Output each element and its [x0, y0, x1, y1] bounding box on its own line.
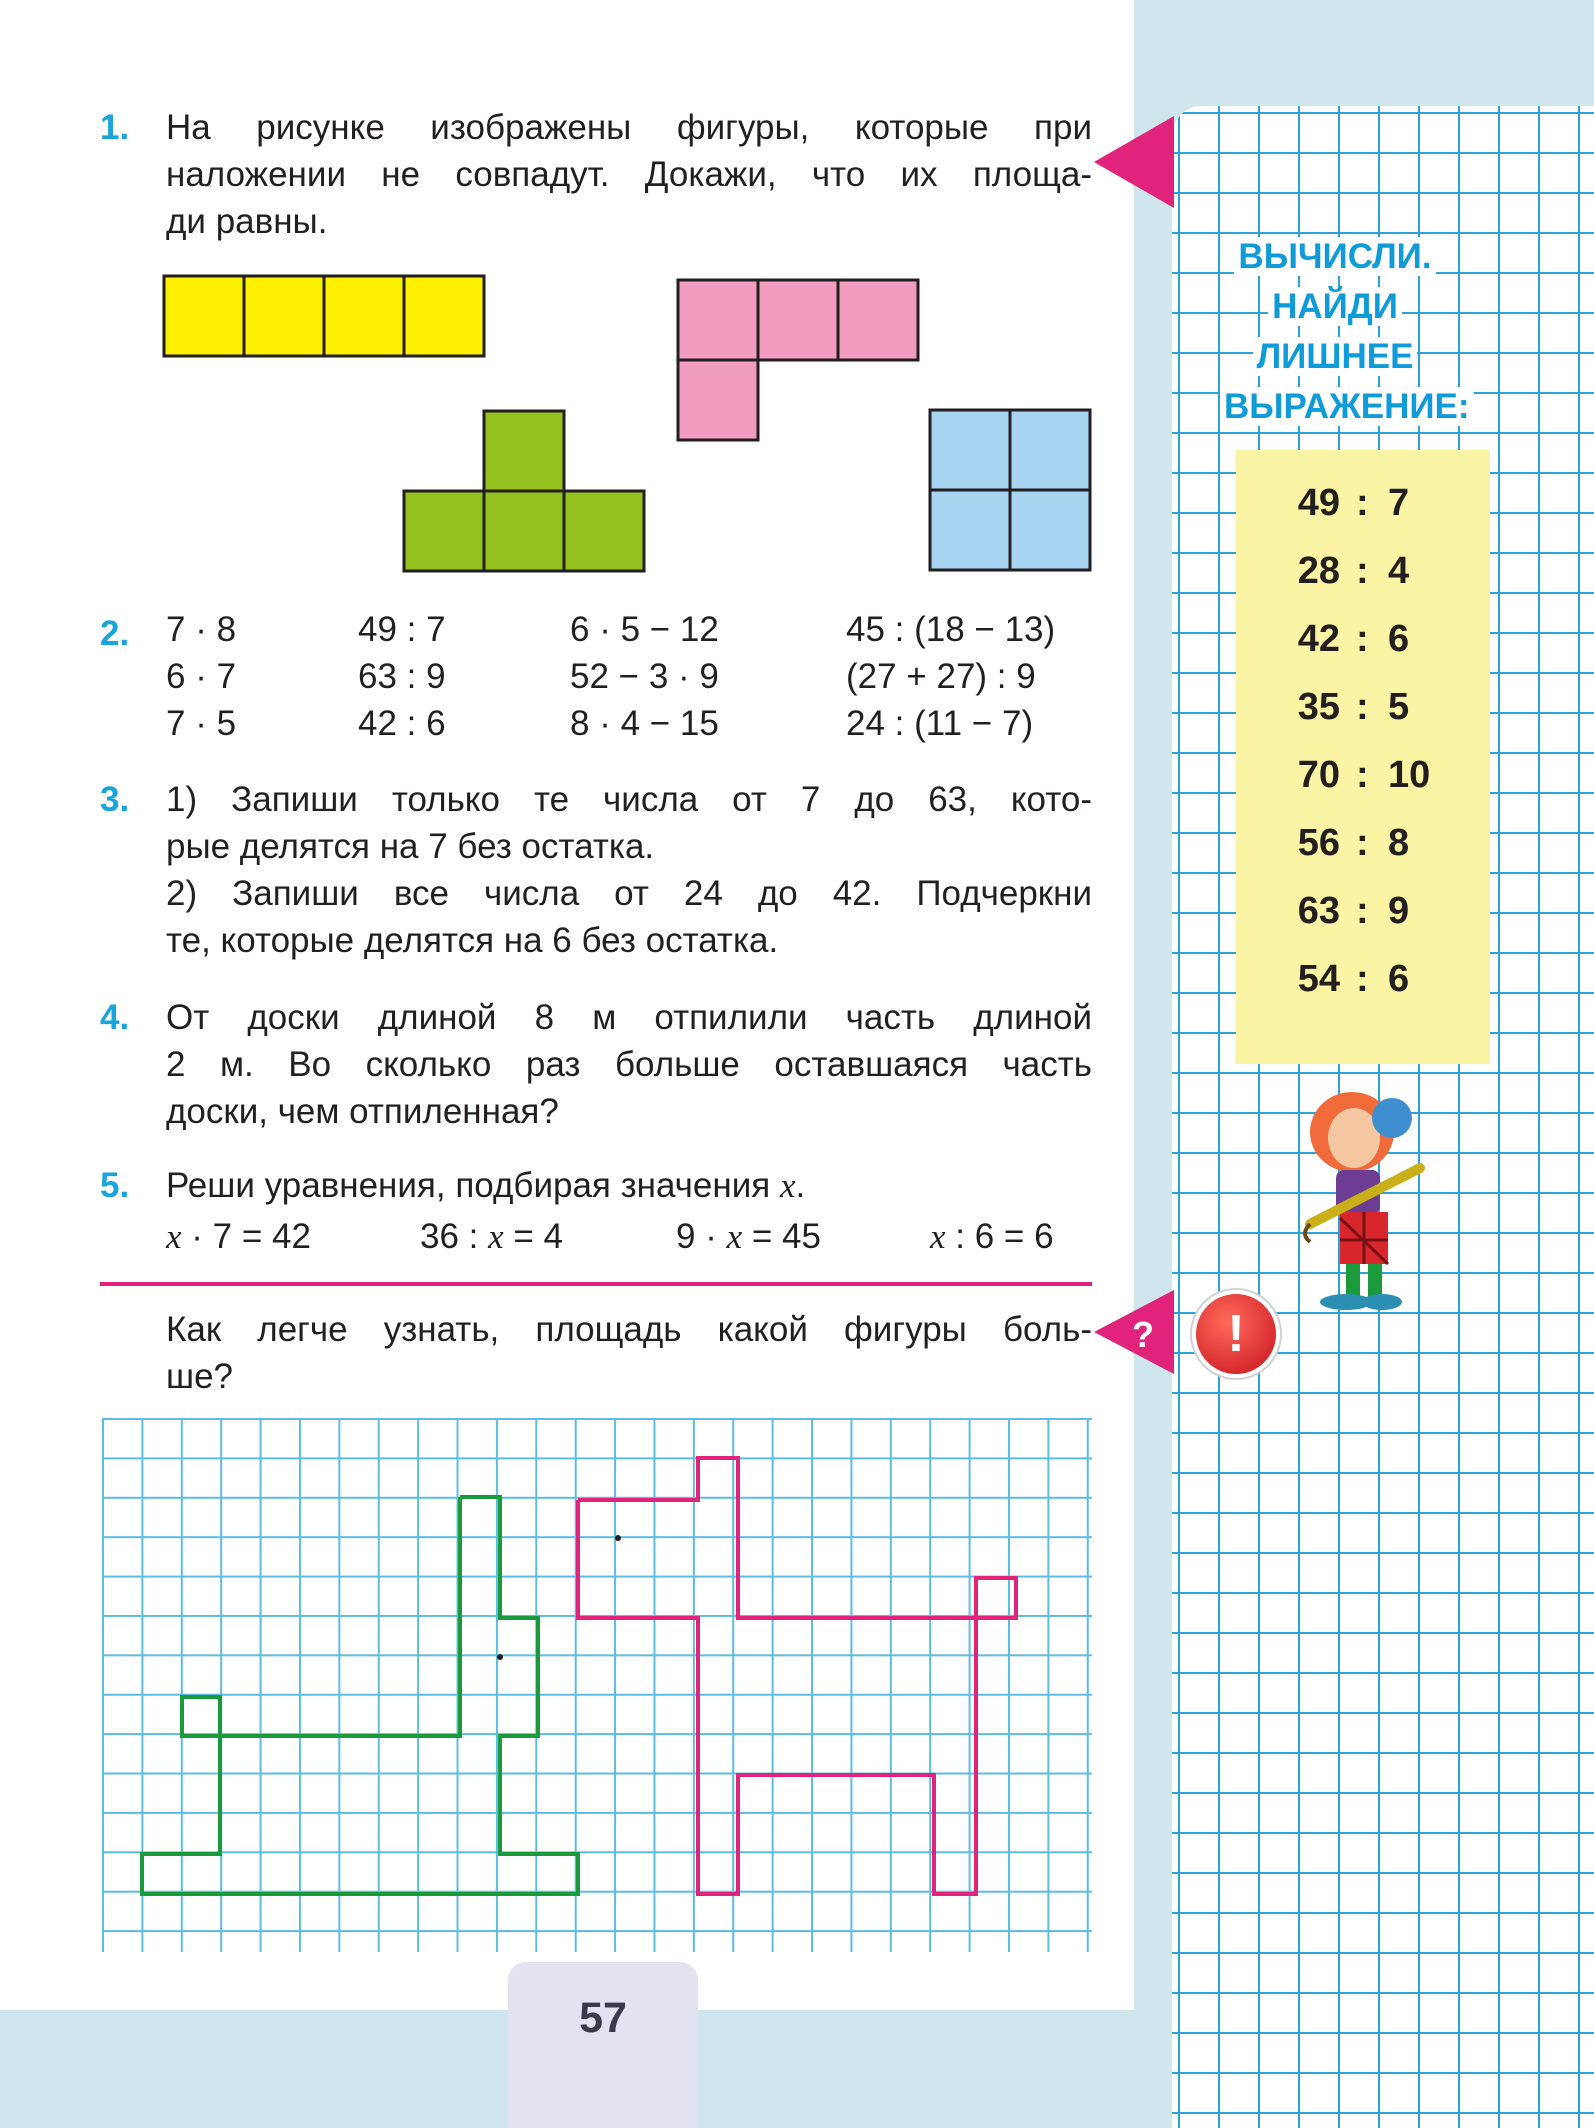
cartoon-character-icon: [1280, 1078, 1460, 1314]
task-5-prompt-text: Реши уравнения, подбирая значения: [166, 1166, 771, 1205]
task-2-col1-item: 7 · 5: [166, 704, 237, 743]
page-number: 57: [508, 1962, 698, 2128]
green-animal-outline: [142, 1497, 578, 1894]
sidebar-title-line: НАЙДИ: [1268, 287, 1402, 326]
task-2-col4-item: 24 : (11 − 7): [846, 704, 1034, 743]
task-2-col2-item: 42 : 6: [358, 704, 446, 743]
task-2-col4-item: (27 + 27) : 9: [846, 657, 1036, 696]
task-3-line-3: 2) Запиши все числа от 24 до 42. Подчеркни: [166, 874, 1092, 913]
task-2-number: 2.: [100, 614, 130, 653]
sidebar-title-line: ЛИШНЕЕ: [1253, 337, 1418, 376]
task-4-number: 4.: [100, 998, 130, 1037]
task-2-col3-item: 6 · 5 − 12: [570, 610, 719, 649]
pointer-triangle-top: [1094, 116, 1174, 208]
task-4-line-1: От доски длиной 8 м отпилили часть длиной: [166, 998, 1092, 1037]
equation-1: x · 7 = 42: [166, 1217, 311, 1256]
question-line-1: Как легче узнать, площадь какой фигуры боль-: [166, 1310, 1092, 1349]
task-3-line-2: рые делятся на 7 без остатка.: [166, 827, 655, 866]
task-2-col1-item: 7 · 8: [166, 610, 237, 649]
pink-animal-outline: [578, 1458, 1016, 1894]
task-2-col2-item: 63 : 9: [358, 657, 446, 696]
task-5-prompt-period: .: [795, 1166, 806, 1205]
task-1-line-2: наложении не совпадут. Докажи, что их площа-: [166, 155, 1092, 194]
equation-3: 9 · x = 45: [676, 1217, 821, 1256]
equation-4: x : 6 = 6: [930, 1217, 1054, 1256]
task-3-line-4: те, которые делятся на 6 без остатка.: [166, 921, 779, 960]
task-1-line-3: ди равны.: [166, 202, 328, 241]
task-1-number: 1.: [100, 108, 130, 147]
task-1-line-1: На рисунке изображены фигуры, которые при: [166, 108, 1092, 147]
task-2-col1-item: 6 · 7: [166, 657, 237, 696]
sidebar-title-line: ВЫЧИСЛИ.: [1234, 237, 1435, 276]
task-2-col3-item: 8 · 4 − 15: [570, 704, 719, 743]
task-2-col4-item: 45 : (18 − 13): [846, 610, 1056, 649]
sidebar-title-line: ВЫРАЖЕНИЕ:: [1220, 387, 1474, 426]
task-4-line-3: доски, чем отпиленная?: [166, 1092, 559, 1131]
task-5-number: 5.: [100, 1166, 130, 1205]
question-badge: ?: [1132, 1314, 1154, 1355]
sidebar-title: [1220, 232, 1470, 432]
task-3-line-1: 1) Запиши только те числа от 7 до 63, кото-: [166, 780, 1092, 819]
equation-2: 36 : x = 4: [420, 1217, 564, 1256]
question-line-2: ше?: [166, 1357, 234, 1396]
task-4-line-2: 2 м. Во сколько раз больше оставшаяся часть: [166, 1045, 1092, 1084]
task-3-number: 3.: [100, 780, 130, 819]
exclamation-badge: !: [1192, 1290, 1280, 1378]
task-5-prompt-var: x: [779, 1166, 796, 1205]
task-2-col2-item: 49 : 7: [358, 610, 446, 649]
task-2-col3-item: 52 − 3 · 9: [570, 657, 719, 696]
